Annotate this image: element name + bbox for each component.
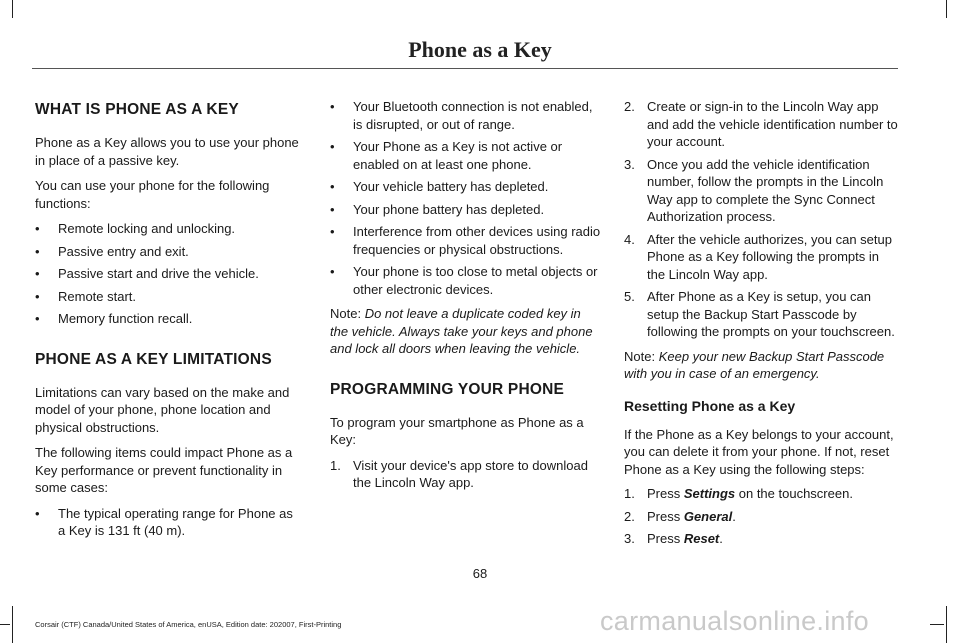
list-item: 1. Press Settings on the touchscreen. (624, 486, 853, 501)
note-text: Do not leave a duplicate coded key in the vehicle. Always take your keys and phone and lock all doors when leaving the vehicle. (330, 306, 593, 356)
list-item: • Memory function recall. (35, 311, 193, 326)
ui-label-settings: Settings (683, 486, 736, 501)
list-item: 4. After the vehicle authorizes, you can setup Phone as a Key following the prompts in the Lincoln Way app. (624, 231, 892, 282)
crop-mark-bottom-right-v (946, 606, 947, 643)
column-right (624, 95, 898, 548)
step-number: 3. (624, 531, 635, 546)
step-number: 1. (330, 457, 341, 473)
section-heading-what-is: WHAT IS PHONE AS A KEY (35, 101, 239, 118)
ui-label-general: General (683, 508, 733, 524)
note-label: Note: (624, 348, 656, 364)
crop-mark-bottom-left-h (0, 624, 10, 625)
note-label: Note: (330, 306, 362, 321)
list-item: • Your phone battery has depleted. (330, 201, 545, 217)
list-item: • Remote start. (35, 288, 137, 304)
bullet-marker: • (35, 311, 40, 326)
bullet-marker: • (35, 221, 40, 236)
list-item: 2. Create or sign-in to the Lincoln Way app and add the vehicle identification number to your account. (624, 99, 898, 149)
page-number: 68 (472, 566, 488, 581)
list-item: 1. Visit your device's app store to download the Lincoln Way app. (330, 457, 588, 490)
bullet-marker: • (35, 288, 40, 304)
watermark: carmanualsonline.info (600, 606, 869, 636)
step-number: 3. (624, 156, 635, 172)
bullet-marker: • (330, 139, 335, 154)
paragraph: Phone as a Key allows you to use your phone in place of a passive key. (35, 135, 299, 168)
step-number: 1. (624, 486, 635, 501)
list-item: • Remote locking and unlocking. (35, 221, 236, 236)
section-heading-limitations: PHONE AS A KEY LIMITATIONS (35, 350, 272, 368)
footer-edition-info: Corsair (CTF) Canada/United States of America, enUSA, Edition date: 202007, First-Printing (35, 620, 342, 629)
bullet-marker: • (330, 179, 335, 194)
step-number: 5. (624, 289, 635, 304)
note-text: Keep your new Backup Start Passcode with you in case of an emergency. (624, 348, 885, 381)
ui-label-reset: Reset (683, 531, 720, 546)
list-item: • Your Bluetooth connection is not enabled, is disrupted, or out of range. (330, 99, 593, 132)
crop-mark-bottom-right-h (930, 624, 944, 625)
list-item: • Passive start and drive the vehicle. (35, 266, 259, 281)
paragraph: The following items could impact Phone as a Key performance or prevent functionality in some cases: (35, 445, 293, 495)
paragraph: Limitations can vary based on the make and model of your phone, phone location and physical obstructions. (35, 384, 290, 435)
note (624, 348, 898, 383)
list-item: • The typical operating range for Phone as a Key is 131 ft (40 m). (35, 505, 293, 538)
subsection-heading-resetting: Resetting Phone as a Key (624, 397, 796, 414)
step-number: 2. (624, 99, 635, 114)
paragraph: To program your smartphone as Phone as a Key: (330, 414, 584, 447)
bullet-marker: • (35, 266, 40, 281)
list-item: • Passive entry and exit. (35, 243, 189, 259)
bullet-marker: • (330, 264, 335, 279)
bullet-marker: • (330, 99, 335, 114)
list-item: • Your phone is too close to metal objects or other electronic devices. (330, 264, 598, 297)
list-item: • Your Phone as a Key is not active or enabled on at least one phone. (330, 139, 563, 172)
list-item: 3. Once you add the vehicle identification number, follow the prompts in the Lincoln Way app to complete the Sync Connect Authorization process. (624, 156, 884, 224)
list-item: 2. Press General. (624, 508, 736, 524)
bullet-marker: • (35, 243, 40, 259)
bullet-marker: • (35, 505, 40, 521)
page-title: Phone as a Key (408, 37, 552, 62)
note (330, 305, 602, 358)
step-number: 4. (624, 231, 635, 247)
bullet-marker: • (330, 201, 335, 217)
list-item: • Interference from other devices using radio frequencies or physical obstructions. (330, 224, 601, 257)
column-left (35, 95, 303, 540)
bullet-marker: • (330, 224, 335, 239)
section-heading-programming: PROGRAMMING YOUR PHONE (330, 380, 565, 398)
crop-mark-bottom-left-v (12, 606, 13, 643)
header-divider (32, 68, 898, 69)
crop-mark-top-right-v (946, 0, 947, 18)
crop-mark-top-left-v (12, 0, 13, 18)
step-number: 2. (624, 508, 635, 524)
list-item: 5. After Phone as a Key is setup, you can setup the Backup Start Passcode by following the prompts on your touchscreen. (624, 289, 895, 339)
list-item: 3. Press Reset. (624, 531, 723, 546)
column-middle (330, 95, 602, 492)
paragraph: If the Phone as a Key belongs to your account, you can delete it from your phone. If not, reset Phone as a Key using the following steps: (624, 426, 894, 477)
paragraph: You can use your phone for the following functions: (35, 178, 270, 211)
list-item: • Your vehicle battery has depleted. (330, 179, 549, 194)
